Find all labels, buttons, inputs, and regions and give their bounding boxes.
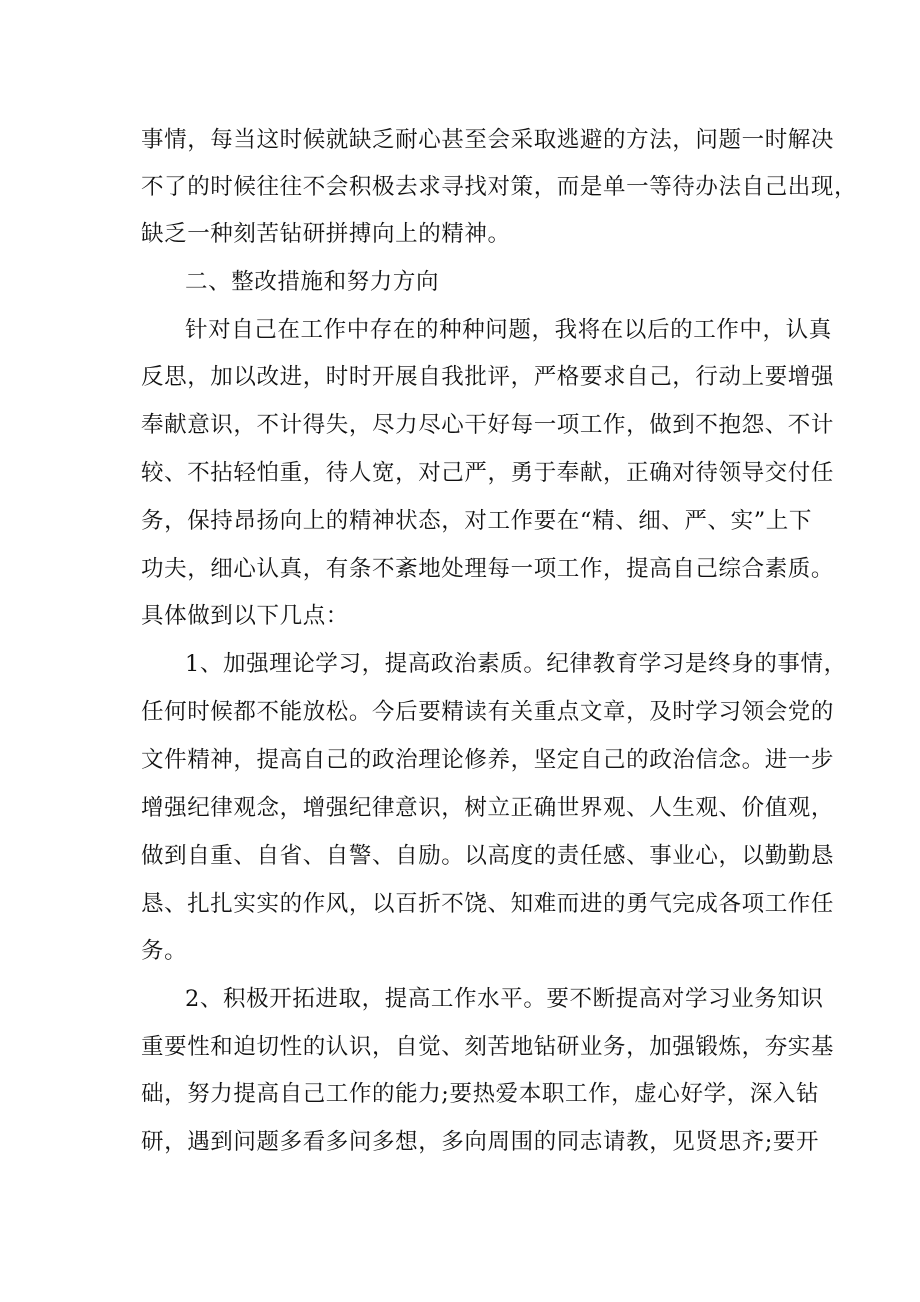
paragraph-line: 务，保持昂扬向上的精神状态，对工作要在“精、细、严、实”上下 <box>141 508 813 534</box>
paragraph-line: 重要性和迫切性的认识，自觉、刻苦地钻研业务，加强锻炼，夯实基 <box>141 1034 835 1060</box>
paragraph-line: 做到自重、自省、自警、自励。以高度的责任感、事业心，以勤勤恳 <box>141 843 835 869</box>
paragraph-line: 增强纪律观念，增强纪律意识，树立正确世界观、人生观、价值观， <box>141 795 835 821</box>
paragraph-line: 奉献意识，不计得失，尽力尽心干好每一项工作，做到不抱怨、不计 <box>141 412 835 438</box>
paragraph-line: 研，遇到问题多看多问多想，多向周围的同志请教，见贤思齐;要开 <box>141 1129 820 1155</box>
paragraph-line: 反思，加以改进，时时开展自我批评，严格要求自己，行动上要增强 <box>141 364 835 390</box>
paragraph-line: 任何时候都不能放松。今后要精读有关重点文章，及时学习领会党的 <box>141 699 835 725</box>
paragraph-line: 1、加强理论学习，提高政治素质。纪律教育学习是终身的事情， <box>185 651 847 677</box>
paragraph-line: 2、积极开拓进取，提高工作水平。要不断提高对学习业务知识 <box>185 986 824 1012</box>
paragraph-line: 文件精神，提高自己的政治理论修养，坚定自己的政治信念。进一步 <box>141 747 835 773</box>
paragraph-line: 务。 <box>141 938 188 964</box>
paragraph-line: 缺乏一种刻苦钻研拼搏向上的精神。 <box>141 221 511 247</box>
paragraph-line: 恳、扎扎实实的作风，以百折不饶、知难而进的勇气完成各项工作任 <box>141 891 835 917</box>
paragraph-line: 功夫，细心认真，有条不紊地处理每一项工作，提高自己综合素质。 <box>141 556 835 582</box>
paragraph-line: 不了的时候往往不会积极去求寻找对策，而是单一等待办法自己出现， <box>141 174 858 200</box>
paragraph-line: 础，努力提高自己工作的能力;要热爱本职工作，虚心好学，深入钻 <box>141 1081 820 1107</box>
paragraph-line: 具体做到以下几点： <box>141 603 349 629</box>
paragraph-line: 事情，每当这时候就缺乏耐心甚至会采取逃避的方法，问题一时解决 <box>141 127 835 153</box>
paragraph-line: 针对自己在工作中存在的种种问题，我将在以后的工作中，认真 <box>185 317 832 343</box>
section-heading: 二、整改措施和努力方向 <box>185 269 440 295</box>
paragraph-line: 较、不拈轻怕重，待人宽，对己严，勇于奉献，正确对待领导交付任 <box>141 460 835 486</box>
